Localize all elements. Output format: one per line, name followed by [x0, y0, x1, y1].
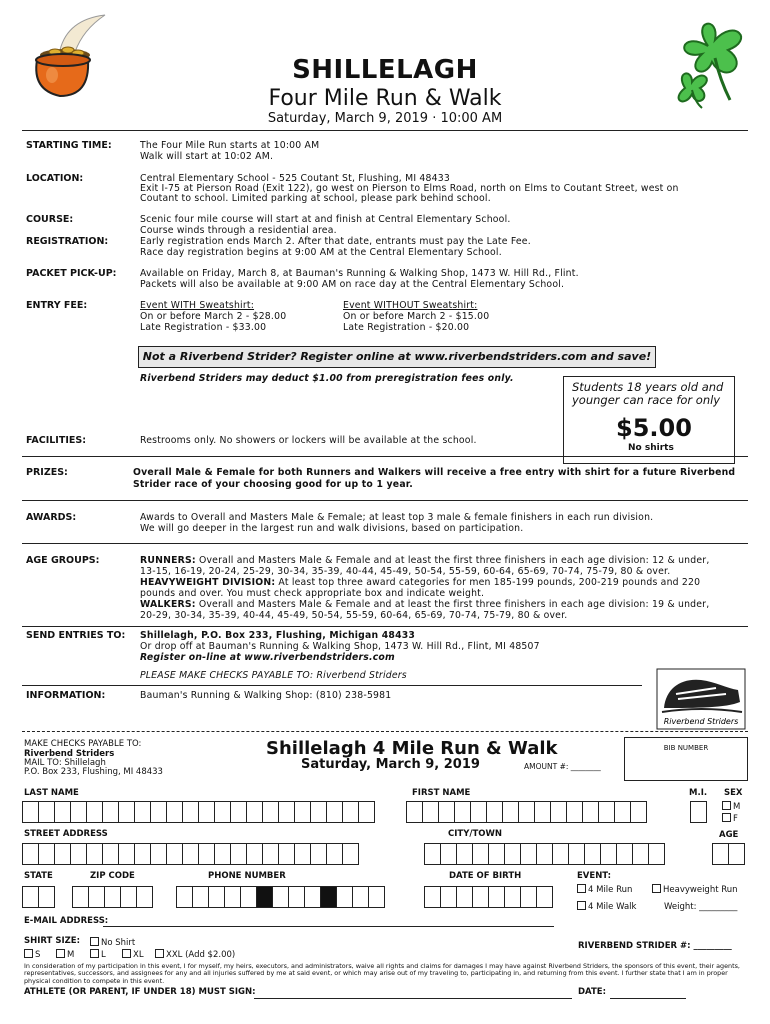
char-box[interactable]: [104, 886, 121, 908]
char-box[interactable]: [102, 801, 119, 823]
event-date: Saturday, March 9, 2019 · 10:00 AM: [267, 111, 503, 126]
size-m-option[interactable]: M: [56, 949, 74, 961]
char-box[interactable]: [310, 801, 327, 823]
packet-line: Packets will also be available at 9:00 AM on race day at the Central Elementary School.: [140, 279, 565, 290]
char-box[interactable]: [294, 843, 311, 865]
char-box[interactable]: [358, 801, 375, 823]
with-sweatshirt-heading: Event WITH Sweatshirt:: [140, 300, 255, 311]
char-box[interactable]: [566, 801, 583, 823]
char-box[interactable]: [304, 886, 321, 908]
char-box[interactable]: [488, 886, 505, 908]
char-box[interactable]: [582, 801, 599, 823]
location-label: LOCATION:: [26, 173, 84, 184]
char-box[interactable]: [246, 801, 263, 823]
char-box[interactable]: [536, 886, 553, 908]
char-box[interactable]: [256, 886, 273, 908]
char-box[interactable]: [54, 843, 71, 865]
char-box[interactable]: [278, 801, 295, 823]
char-box[interactable]: [38, 886, 55, 908]
age-groups-line: pounds and over. You must check appropriate box and indicate weight.: [140, 588, 485, 599]
starting-time-label: STARTING TIME:: [26, 140, 112, 151]
street-label: STREET ADDRESS: [24, 829, 108, 839]
signature-label: ATHLETE (OR PARENT, IF UNDER 18) MUST SIGN:: [24, 987, 256, 997]
date-line[interactable]: [610, 998, 686, 999]
char-box[interactable]: [272, 886, 289, 908]
char-box[interactable]: [22, 886, 39, 908]
dob-input[interactable]: [424, 886, 552, 908]
char-box[interactable]: [198, 801, 215, 823]
payable-line: PLEASE MAKE CHECKS PAYABLE TO: Riverbend Striders: [140, 670, 407, 681]
size-s-option[interactable]: S: [24, 949, 40, 961]
char-box[interactable]: [368, 886, 385, 908]
char-box[interactable]: [600, 843, 617, 865]
size-l-option[interactable]: L: [90, 949, 106, 961]
city-label: CITY/TOWN: [448, 829, 502, 839]
char-box[interactable]: [326, 801, 343, 823]
char-box[interactable]: [518, 801, 535, 823]
phone-input[interactable]: [176, 886, 384, 908]
form-title: Shillelagh 4 Mile Run & Walk: [266, 738, 558, 759]
char-box[interactable]: [118, 843, 135, 865]
age-groups-label: AGE GROUPS:: [26, 555, 100, 566]
course-label: COURSE:: [26, 214, 74, 225]
without-sweatshirt-early: On or before March 2 - $15.00: [343, 311, 490, 322]
packet-line: Available on Friday, March 8, at Bauman's Running & Walking Shop, 1473 W. Hill Rd., Flint.: [140, 268, 579, 279]
char-box[interactable]: [728, 843, 745, 865]
logo-text: Riverbend Striders: [663, 717, 739, 726]
char-box[interactable]: [690, 801, 707, 823]
char-box[interactable]: [440, 843, 457, 865]
char-box[interactable]: [134, 801, 151, 823]
char-box[interactable]: [240, 886, 257, 908]
char-box[interactable]: [38, 801, 55, 823]
char-box[interactable]: [150, 843, 167, 865]
char-box[interactable]: [136, 886, 153, 908]
char-box[interactable]: [504, 886, 521, 908]
register-online-line: Register on-line at www.riverbendstriders.com: [140, 652, 395, 663]
char-box[interactable]: [230, 801, 247, 823]
char-box[interactable]: [502, 801, 519, 823]
starting-time-line: The Four Mile Run starts at 10:00 AM: [140, 140, 320, 151]
information-line: Bauman's Running & Walking Shop: (810) 238-5981: [140, 690, 392, 701]
sex-m-option[interactable]: M: [722, 801, 740, 813]
size-xxl-option[interactable]: XXL (Add $2.00): [155, 949, 235, 961]
send-entries-line: Or drop off at Bauman's Running & Walking Shop, 1473 W. Hill Rd., Flint, MI 48507: [140, 641, 540, 652]
char-box[interactable]: [424, 843, 441, 865]
run-option[interactable]: 4 Mile Run: [577, 884, 632, 896]
char-box[interactable]: [630, 801, 647, 823]
char-box[interactable]: [342, 843, 359, 865]
prizes-line: Overall Male & Female for both Runners and Walkers will receive a free entry with shirt for a future Riverbend: [133, 467, 736, 478]
char-box[interactable]: [598, 801, 615, 823]
char-box[interactable]: [166, 843, 183, 865]
street-input[interactable]: [22, 843, 358, 865]
entry-fee-label: ENTRY FEE:: [26, 300, 88, 311]
char-box[interactable]: [208, 886, 225, 908]
char-box[interactable]: [166, 801, 183, 823]
registration-line: Early registration ends March 2. After that date, entrants must pay the Late Fee.: [140, 236, 531, 247]
age-groups-line: RUNNERS: Overall and Masters Male & Female and at least the first three finishers in each age division: 12 & under,: [140, 555, 710, 566]
mail-line: MAKE CHECKS PAYABLE TO:: [24, 739, 142, 749]
zip-label: ZIP CODE: [90, 871, 135, 881]
signature-line[interactable]: [254, 998, 572, 999]
course-line: Course winds through a residential area.: [140, 225, 337, 236]
student-note: No shirts: [628, 443, 674, 453]
char-box[interactable]: [406, 801, 423, 823]
char-box[interactable]: [614, 801, 631, 823]
char-box[interactable]: [352, 886, 369, 908]
age-groups-line: 13-15, 16-19, 20-24, 25-29, 30-34, 35-39, 40-44, 45-49, 50-54, 55-59, 60-64, 65-69, 70-74, 75-79, 80 & over.: [140, 566, 671, 577]
email-label: E-MAIL ADDRESS:: [24, 916, 109, 926]
mi-label: M.I.: [689, 788, 708, 798]
char-box[interactable]: [438, 801, 455, 823]
zip-input[interactable]: [72, 886, 152, 908]
char-box[interactable]: [520, 843, 537, 865]
char-box[interactable]: [88, 886, 105, 908]
starting-time-line: Walk will start at 10:02 AM.: [140, 151, 274, 162]
char-box[interactable]: [310, 843, 327, 865]
with-sweatshirt-early: On or before March 2 - $28.00: [140, 311, 287, 322]
char-box[interactable]: [488, 843, 505, 865]
sex-f-option[interactable]: F: [722, 813, 738, 825]
char-box[interactable]: [182, 801, 199, 823]
email-input[interactable]: [103, 926, 554, 927]
char-box[interactable]: [456, 843, 473, 865]
char-box[interactable]: [454, 801, 471, 823]
location-line: Coutant to school. Limited parking at school, please park behind school.: [140, 193, 491, 204]
char-box[interactable]: [520, 886, 537, 908]
char-box[interactable]: [22, 843, 39, 865]
registration-line: Race day registration begins at 9:00 AM at the Central Elementary School.: [140, 247, 502, 258]
registration-label: REGISTRATION:: [26, 236, 109, 247]
char-box[interactable]: [134, 843, 151, 865]
city-input[interactable]: [424, 843, 664, 865]
char-box[interactable]: [504, 843, 521, 865]
age-input[interactable]: [712, 843, 744, 865]
prizes-line: Strider race of your choosing good for up to 1 year.: [133, 479, 413, 490]
location-line: Central Elementary School - 525 Coutant St, Flushing, MI 48433: [140, 173, 451, 184]
char-box[interactable]: [294, 801, 311, 823]
facilities-line: Restrooms only. No showers or lockers will be available at the school.: [140, 435, 477, 446]
deduct-note: Riverbend Striders may deduct $1.00 from preregistration fees only.: [140, 373, 514, 384]
age-groups-line: WALKERS: Overall and Masters Male & Female and at least the first three finishers in each age division: 19 & under,: [140, 599, 710, 610]
char-box[interactable]: [192, 886, 209, 908]
awards-line: We will go deeper in the largest run and walk divisions, based on participation.: [140, 523, 524, 534]
char-box[interactable]: [616, 843, 633, 865]
divider: [22, 500, 748, 501]
riverbend-striders-logo: [656, 668, 746, 730]
mi-input[interactable]: [690, 801, 706, 823]
char-box[interactable]: [472, 886, 489, 908]
dob-label: DATE OF BIRTH: [449, 871, 522, 881]
char-box[interactable]: [486, 801, 503, 823]
char-box[interactable]: [534, 801, 551, 823]
send-entries-line: Shillelagh, P.O. Box 233, Flushing, Michigan 48433: [140, 630, 416, 641]
char-box[interactable]: [336, 886, 353, 908]
char-box[interactable]: [70, 843, 87, 865]
student-price: $5.00: [616, 414, 692, 442]
shirt-size-label: SHIRT SIZE:: [24, 936, 80, 946]
divider: [22, 130, 748, 131]
divider: [22, 685, 642, 686]
without-sweatshirt-late: Late Registration - $20.00: [343, 322, 470, 333]
age-groups-line: 20-29, 30-34, 35-39, 40-44, 45-49, 50-54, 55-59, 60-64, 65-69, 70-74, 75-79, 80 & over.: [140, 610, 568, 621]
strider-number-field[interactable]: RIVERBEND STRIDER #: _________: [578, 941, 732, 951]
student-price-box: [563, 376, 735, 464]
char-box[interactable]: [536, 843, 553, 865]
without-sweatshirt-heading: Event WITHOUT Sweatshirt:: [343, 300, 478, 311]
char-box[interactable]: [342, 801, 359, 823]
first-name-label: FIRST NAME: [412, 788, 471, 798]
age-label: AGE: [719, 830, 739, 840]
prizes-label: PRIZES:: [26, 467, 68, 478]
heavyweight-option[interactable]: Heavyweight Run: [652, 884, 738, 896]
sex-label: SEX: [724, 788, 743, 798]
char-box[interactable]: [262, 801, 279, 823]
char-box[interactable]: [712, 843, 729, 865]
mail-line: MAIL TO: Shillelagh: [24, 758, 106, 768]
phone-label: PHONE NUMBER: [208, 871, 286, 881]
divider: [22, 543, 748, 544]
send-entries-label: SEND ENTRIES TO:: [26, 630, 126, 641]
date-label: DATE:: [578, 987, 606, 997]
char-box[interactable]: [72, 886, 89, 908]
awards-label: AWARDS:: [26, 512, 77, 523]
weight-field[interactable]: Weight: _________: [664, 902, 738, 912]
event-title: SHILLELAGH: [292, 55, 478, 85]
amount-field[interactable]: AMOUNT #: ________: [524, 762, 601, 771]
location-line: Exit I-75 at Pierson Road (Exit 122), go west on Pierson to Elms Road, north on Elms to Coutant Street, west on: [140, 183, 679, 194]
waiver-text: In consideration of my participation in this event, I for myself, my heirs, executors, and administrators, waive all rights and claims for damages I may have against Riverbend Striders, the sponsors of this event, their agents, representatives, successors, and assignees for any and all injuries suffered by me at said event, or which may arise out of my traveling to, participating in, and returning from this event. I further state that I am in proper physical condition to compete in this event.: [24, 962, 740, 985]
char-box[interactable]: [70, 801, 87, 823]
char-box[interactable]: [320, 886, 337, 908]
char-box[interactable]: [120, 886, 137, 908]
char-box[interactable]: [424, 886, 441, 908]
state-label: STATE: [24, 871, 53, 881]
char-box[interactable]: [648, 843, 665, 865]
char-box[interactable]: [224, 886, 241, 908]
char-box[interactable]: [102, 843, 119, 865]
student-line: Students 18 years old and: [572, 380, 724, 394]
char-box[interactable]: [214, 843, 231, 865]
char-box[interactable]: [326, 843, 343, 865]
char-box[interactable]: [288, 886, 305, 908]
cut-line: [22, 731, 748, 732]
with-sweatshirt-late: Late Registration - $33.00: [140, 322, 267, 333]
char-box[interactable]: [182, 843, 199, 865]
char-box[interactable]: [86, 801, 103, 823]
char-box[interactable]: [230, 843, 247, 865]
awards-line: Awards to Overall and Masters Male & Female; at least top 3 male & female finishers in each run division.: [140, 512, 654, 523]
divider: [22, 626, 748, 627]
event-label: EVENT:: [577, 871, 612, 881]
bib-number-box[interactable]: BIB NUMBER: [624, 737, 748, 781]
divider: [22, 456, 748, 457]
char-box[interactable]: [150, 801, 167, 823]
char-box[interactable]: [198, 843, 215, 865]
char-box[interactable]: [584, 843, 601, 865]
no-shirt-option[interactable]: No Shirt: [90, 937, 135, 949]
packet-label: PACKET PICK-UP:: [26, 268, 117, 279]
char-box[interactable]: [422, 801, 439, 823]
char-box[interactable]: [54, 801, 71, 823]
course-line: Scenic four mile course will start at and finish at Central Elementary School.: [140, 214, 511, 225]
char-box[interactable]: [176, 886, 193, 908]
age-groups-line: HEAVYWEIGHT DIVISION: At least top three award categories for men 185-199 pounds, 200-219 pounds and 220: [140, 577, 701, 588]
last-name-label: LAST NAME: [24, 788, 79, 798]
information-label: INFORMATION:: [26, 690, 106, 701]
first-name-input[interactable]: [406, 801, 646, 823]
char-box[interactable]: [568, 843, 585, 865]
student-line: younger can race for only: [572, 393, 721, 407]
facilities-label: FACILITIES:: [26, 435, 86, 446]
char-box[interactable]: [262, 843, 279, 865]
online-registration-banner: Not a Riverbend Strider? Register online at www.riverbendstriders.com and save!: [138, 346, 656, 368]
last-name-input[interactable]: [22, 801, 374, 823]
char-box[interactable]: [278, 843, 295, 865]
char-box[interactable]: [214, 801, 231, 823]
char-box[interactable]: [118, 801, 135, 823]
size-xl-option[interactable]: XL: [122, 949, 144, 961]
char-box[interactable]: [22, 801, 39, 823]
char-box[interactable]: [552, 843, 569, 865]
char-box[interactable]: [246, 843, 263, 865]
state-input[interactable]: [22, 886, 54, 908]
char-box[interactable]: [440, 886, 457, 908]
mail-line: Riverbend Striders: [24, 749, 115, 759]
char-box[interactable]: [470, 801, 487, 823]
walk-option[interactable]: 4 Mile Walk: [577, 901, 636, 913]
char-box[interactable]: [38, 843, 55, 865]
char-box[interactable]: [632, 843, 649, 865]
char-box[interactable]: [472, 843, 489, 865]
event-subtitle: Four Mile Run & Walk: [268, 86, 502, 111]
form-date: Saturday, March 9, 2019: [301, 757, 480, 772]
char-box[interactable]: [456, 886, 473, 908]
char-box[interactable]: [550, 801, 567, 823]
mail-line: P.O. Box 233, Flushing, MI 48433: [24, 767, 163, 777]
char-box[interactable]: [86, 843, 103, 865]
